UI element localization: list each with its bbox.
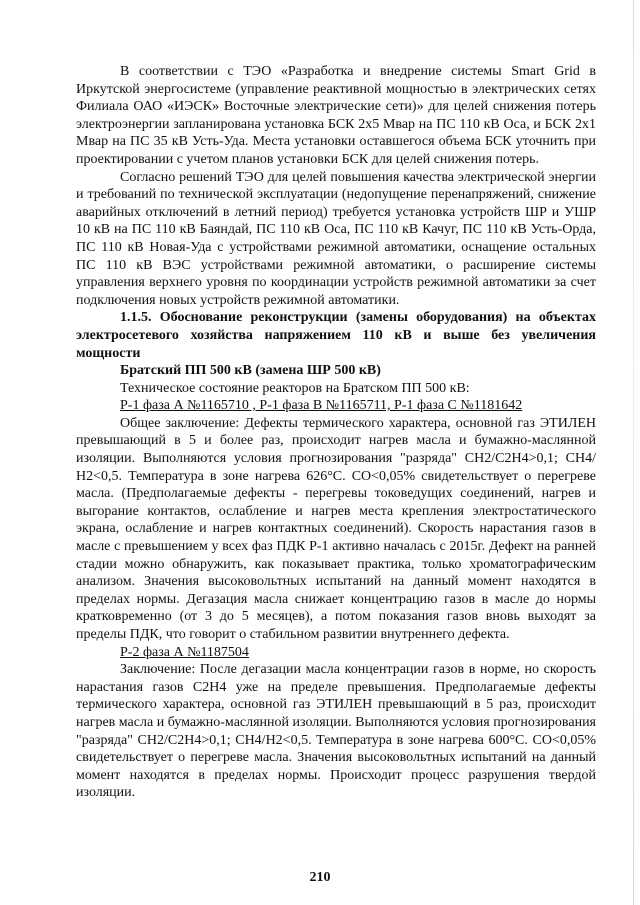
- section-heading-1-1-5: 1.1.5. Обоснование реконструкции (замены оборудования) на объектах электросетевого хозяйства напряжением 110 кВ и выше без увеличения мощности: [76, 310, 596, 361]
- paragraph-teo-decisions: Согласно решений ТЭО для целей повышения качества электрической энергии и требований по технической эксплуатации (недопущение перенапряжений, снижение аварийных отключений в летний период) требуется установка устройств ШР и УШР 10 кВ на ПС 110 кВ Баяндай, ПС 110 кВ Оса, ПС 110 кВ Качуг, ПС 110 кВ Усть-Орда, ПС 110 кВ Новая-Уда с устройствами режимной автоматики, оснащение остальных ПС 110 кВ ВЭС устройствами режимной автоматики, о расширение системы управления верхнего уровня по координации устройств режимной автоматики за счет подключения новых устройств режимной автоматики.: [76, 169, 596, 308]
- paragraph-reactor-state: Техническое состояние реакторов на Братском ПП 500 кВ:: [120, 380, 470, 396]
- document-body: [76, 63, 596, 802]
- paragraph-smart-grid: В соответствии с ТЭО «Разработка и внедрение системы Smart Grid в Иркутской энергосистеме (управление реактивной мощностью в электрических сетях Филиала ОАО «ИЭСК» Восточные электрические сети)» для целей снижения потерь электроэнергии запланирована установка БСК 2х5 Мвар на ПС 110 кВ Оса, и БСК 2х1 Мвар на ПС 35 кВ Усть-Уда. Места установки оставшегося объема БСК уточнить при проектировании с учетом планов установки БСК для целей снижения потерь.: [76, 64, 596, 167]
- scan-page-edge: [633, 0, 634, 905]
- paragraph-general-conclusion: Общее заключение: Дефекты термического характера, основной газ ЭТИЛЕН превышающий в 5 и более раз, происходит нагрев масла и бумажно-маслянной изоляции. Выполняются условия прогнозирования "разряда" СН2/С2Н4>0,1; СН4/Н2<0,5. Температура в зоне нагрева 626°С. СО<0,05% свидетельствует о перегреве масла. (Предполагаемые дефекты - перегревы токоведущих соединений, нагрев и выгорание контактов, ослабление и нагрев места крепления электростатического экрана, ослабление и нагрев контактных соединений). Скорость нарастания газов в масле с превышением у всех фаз ПДК Р-1 активно началась с 2015г. Дефект на ранней стадии можно обнаружить, как показывает практика, только хроматографическим анализом. Значения высоковольтных испытаний на данный момент находятся в пределах нормы. Дегазация масла снижает концентрацию газов в масле до нормы кратковременно (от 3 до 5 месяцев), а потом показания газов вновь выходят за пределы ПДК, что говорит о стабильном развитии внутреннего дефекта.: [76, 415, 596, 642]
- subsection-heading-bratsk: Братский ПП 500 кВ (замена ШР 500 кВ): [120, 363, 381, 379]
- reactor-list-r2: [76, 644, 596, 662]
- reactor-list-r1: [76, 397, 596, 415]
- reactor-list-r1-text: Р-1 фаза А №1165710 , Р-1 фаза В №1165711, Р-1 фаза С №1181642: [120, 398, 523, 414]
- page-number: 210: [309, 870, 331, 885]
- paragraph-r2-conclusion: Заключение: После дегазации масла концентрации газов в норме, но скорость нарастания газов С2Н4 уже на пределе превышения. Предполагаемые дефекты термического характера, основной газ ЭТИЛЕН превышающий в 5 раз, происходит нагрев масла и бумажно-маслянной изоляции. Выполняются условия прогнозирования "разряда" СН2/С2Н4>0,1; СН4/Н2<0,5. Температура в зоне нагрева 600°С. СО<0,05% свидетельствует о перегреве масла. Значения высоковольтных испытаний на данный момент находятся в пределах нормы. Происходит процесс разрушения твердой изоляции.: [76, 662, 596, 801]
- reactor-list-r2-text: Р-2 фаза А №1187504: [120, 644, 249, 660]
